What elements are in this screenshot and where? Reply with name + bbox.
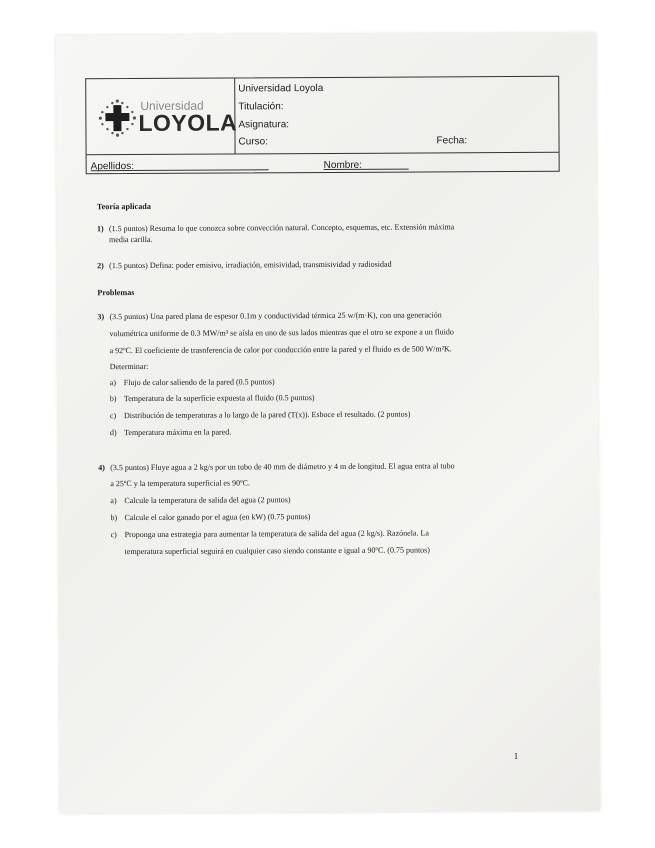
q1-number: 1) [96, 224, 104, 234]
q1-line1: (1.5 puntos) Resuma lo que conozca sobre convección natural. Concepto, esquemas, etc. Extensión máxima [108, 222, 455, 234]
titulacion-label: Titulación: [238, 101, 284, 113]
q2-text: (1.5 puntos) Defina: poder emisivo, irradiación, emisividad, transmisividad y radiosidad [109, 259, 392, 271]
q4-line1: (3.5 puntos) Fluye agua a 2 kg/s por un tubo de 40 mm de diámetro y 4 m de longitud. El agua entra al tubo [110, 461, 455, 473]
q3-line3: a 92ºC. El coeficiente de trasnferencia de calor por conducción entre la pared y el fluido es de 500 W/m²K. [109, 344, 452, 356]
q3-number: 3) [97, 312, 105, 322]
q1-line2: media carilla. [109, 234, 153, 245]
name-row: Apellidos: Nombre: [87, 152, 559, 174]
nombre-field [324, 160, 409, 170]
logo-small-text: Universidad [140, 98, 204, 113]
page-number: 1 [513, 751, 519, 762]
loyola-cross-icon [96, 97, 138, 139]
logo-cell [86, 78, 238, 154]
header-table [85, 76, 559, 174]
problemas-heading: Problemas [97, 288, 135, 298]
q3-line4: Determinar: [109, 361, 149, 372]
q3-line1: (3.5 puntos) Una pared plana de espesor 0.1m y conductividad térmica 25 w/(m·K), con una generación [109, 310, 442, 322]
university-name: Universidad Loyola [238, 83, 324, 95]
exam-body: Teoría aplicada 1) (1.5 puntos) Resuma lo que conozca sobre convección natural. Concepto, esquemas, etc. Extensión máxima media carilla. 2) (1.5 puntos) Defina: poder emisivo, irradiación, emisividad, transmisividad y radiosidad Problemas 3) (3.5 puntos) Una pared plana de espesor 0.1m y conductividad térmica 25 w/(m·K), con una generación volumétrica uniforme de 0.3 MW/m³ se aísla en uno de sus lados mientras que el otro se expone a un fluido a 92ºC. El coeficiente de trasnferencia de calor por conducción entre la pared y el fluido es de 500 W/m²K. Determinar: a) Flujo de calor saliendo de la pared (0.5 puntos) b) Temperatura de la superficie expuesta al fluido (0.5 puntos) c) Distribución de temperaturas a lo largo de la pared (T(x)). Esboce el resultado. (2 puntos) d) Temperatura máxima en la pared. 4) (3.5 puntos) Fluye agua a 2 kg/s por un tubo de 40 mm de diámetro y 4 m de longitud. El agua entra al tubo a 25ºC y la temperatura superficial es 90ºC. a) Calcule la temperatura de salida del agua (2 puntos) b) Calcule el calor ganado por el agua (en kW) (0.75 puntos) c) Proponga una estrategia para aumentar la temperatura de salida del agua (2 kg/s). Razónela. La temperatura superficial seguirá en cualquier caso siendo constante e igual a 90ºC. (0.75 puntos) [97, 197, 537, 199]
teoria-heading: Teoría aplicada [96, 201, 151, 212]
exam-sheet [56, 33, 600, 814]
q4-line2: a 25ºC y la temperatura superficial es 90ºC. [110, 478, 250, 489]
logo-big-text: LOYOLA [138, 109, 238, 136]
asignatura-label: Asignatura: [238, 119, 290, 131]
q2-number: 2) [97, 261, 104, 271]
fecha-label: Fecha: [436, 135, 468, 147]
curso-label: Curso: [238, 136, 269, 148]
q3-line2: volumétrica uniforme de 0.3 MW/m³ se aísla en uno de sus lados mientras que el otro se expone a un fluido [109, 327, 454, 339]
apellidos-field [91, 160, 269, 171]
q4-number: 4) [98, 463, 105, 473]
info-cell [234, 77, 558, 154]
